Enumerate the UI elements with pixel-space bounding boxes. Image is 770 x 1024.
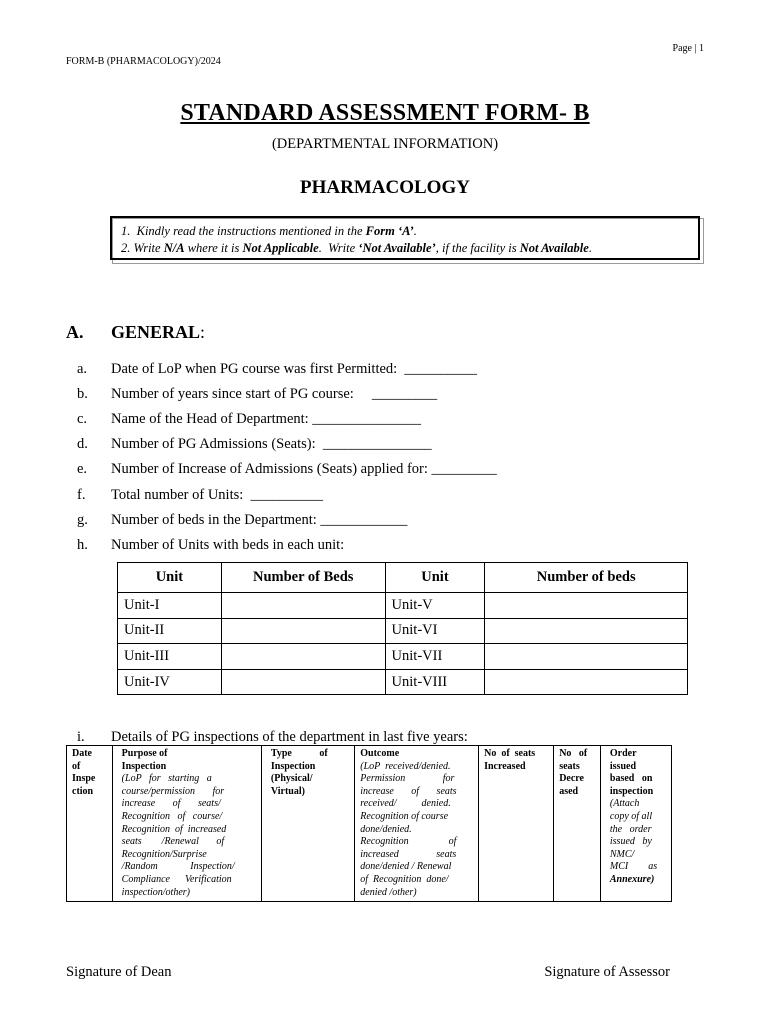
table-cell: Unit-III	[118, 644, 222, 670]
dean-signature-label: Signature of Dean	[66, 964, 172, 980]
table-cell: Unit-VII	[385, 644, 485, 670]
table-cell	[485, 644, 688, 670]
date-header-cell: Date of Inspe ction	[67, 746, 113, 902]
seats-increased-header-cell: No of seats Increased	[479, 746, 554, 902]
table-cell	[485, 618, 688, 644]
type-header-cell: Type of Inspection (Physical/ Virtual)	[261, 746, 354, 902]
table-row	[67, 746, 672, 902]
instruction-line-1: 1. Kindly read the instructions mentioned in the Form ‘A’.	[121, 224, 417, 238]
instruction-line-2: 2. Write N/A where it is Not Applicable. Write ‘Not Available’, if the facility is Not Available.	[121, 241, 592, 255]
table-cell: Unit-IV	[118, 669, 222, 695]
table-row	[118, 644, 688, 670]
table-cell	[485, 593, 688, 619]
table-row	[118, 593, 688, 619]
table-cell	[221, 593, 385, 619]
table-cell	[221, 644, 385, 670]
table-cell: Unit-I	[118, 593, 222, 619]
instructions-box	[110, 216, 700, 260]
table-header-cell: Unit	[118, 563, 222, 593]
purpose-header-cell: Purpose of Inspection (LoP for starting a course/permission for increase of seats/ Recognition of course/ Recognition of increased seats /Renewal of Recognition/Surprise /Random Inspection/ Compliance Verification inspection/other)	[112, 746, 261, 902]
inspections-table	[66, 745, 672, 902]
table-cell: Unit-VIII	[385, 669, 485, 695]
table-header-cell: Number of Beds	[221, 563, 385, 593]
units-beds-table	[117, 562, 688, 695]
order-header-cell: Order issued based on inspection (Attach copy of all the order issued by NMC/ MCI as Annexure)	[600, 746, 671, 902]
form-code: FORM-B (PHARMACOLOGY)/2024	[66, 56, 221, 67]
table-cell	[221, 618, 385, 644]
assessor-signature-label: Signature of Assessor	[544, 964, 670, 980]
table-cell: Unit-VI	[385, 618, 485, 644]
table-header-cell: Number of beds	[485, 563, 688, 593]
seats-decreased-header-cell: No of seats Decre ased	[554, 746, 601, 902]
table-row	[118, 669, 688, 695]
page-number: Page | 1	[672, 43, 704, 54]
department-name: PHARMACOLOGY	[300, 177, 470, 198]
page-title: STANDARD ASSESSMENT FORM- B	[180, 100, 590, 126]
outcome-header-cell: Outcome (LoP received/denied. Permission for increase of seats received/ denied. Recognition of course done/denied. Recognition of increased seats done/denied / Renewal of Recognition done/ denied /other)	[355, 746, 479, 902]
table-header-row	[118, 563, 688, 593]
table-cell: Unit-V	[385, 593, 485, 619]
page-subtitle: (DEPARTMENTAL INFORMATION)	[271, 136, 499, 152]
table-row	[118, 618, 688, 644]
table-cell: Unit-II	[118, 618, 222, 644]
table-cell	[485, 669, 688, 695]
table-header-cell: Unit	[385, 563, 485, 593]
section-letter: A.	[66, 322, 84, 342]
table-cell	[221, 669, 385, 695]
section-title: GENERAL:	[111, 322, 206, 342]
